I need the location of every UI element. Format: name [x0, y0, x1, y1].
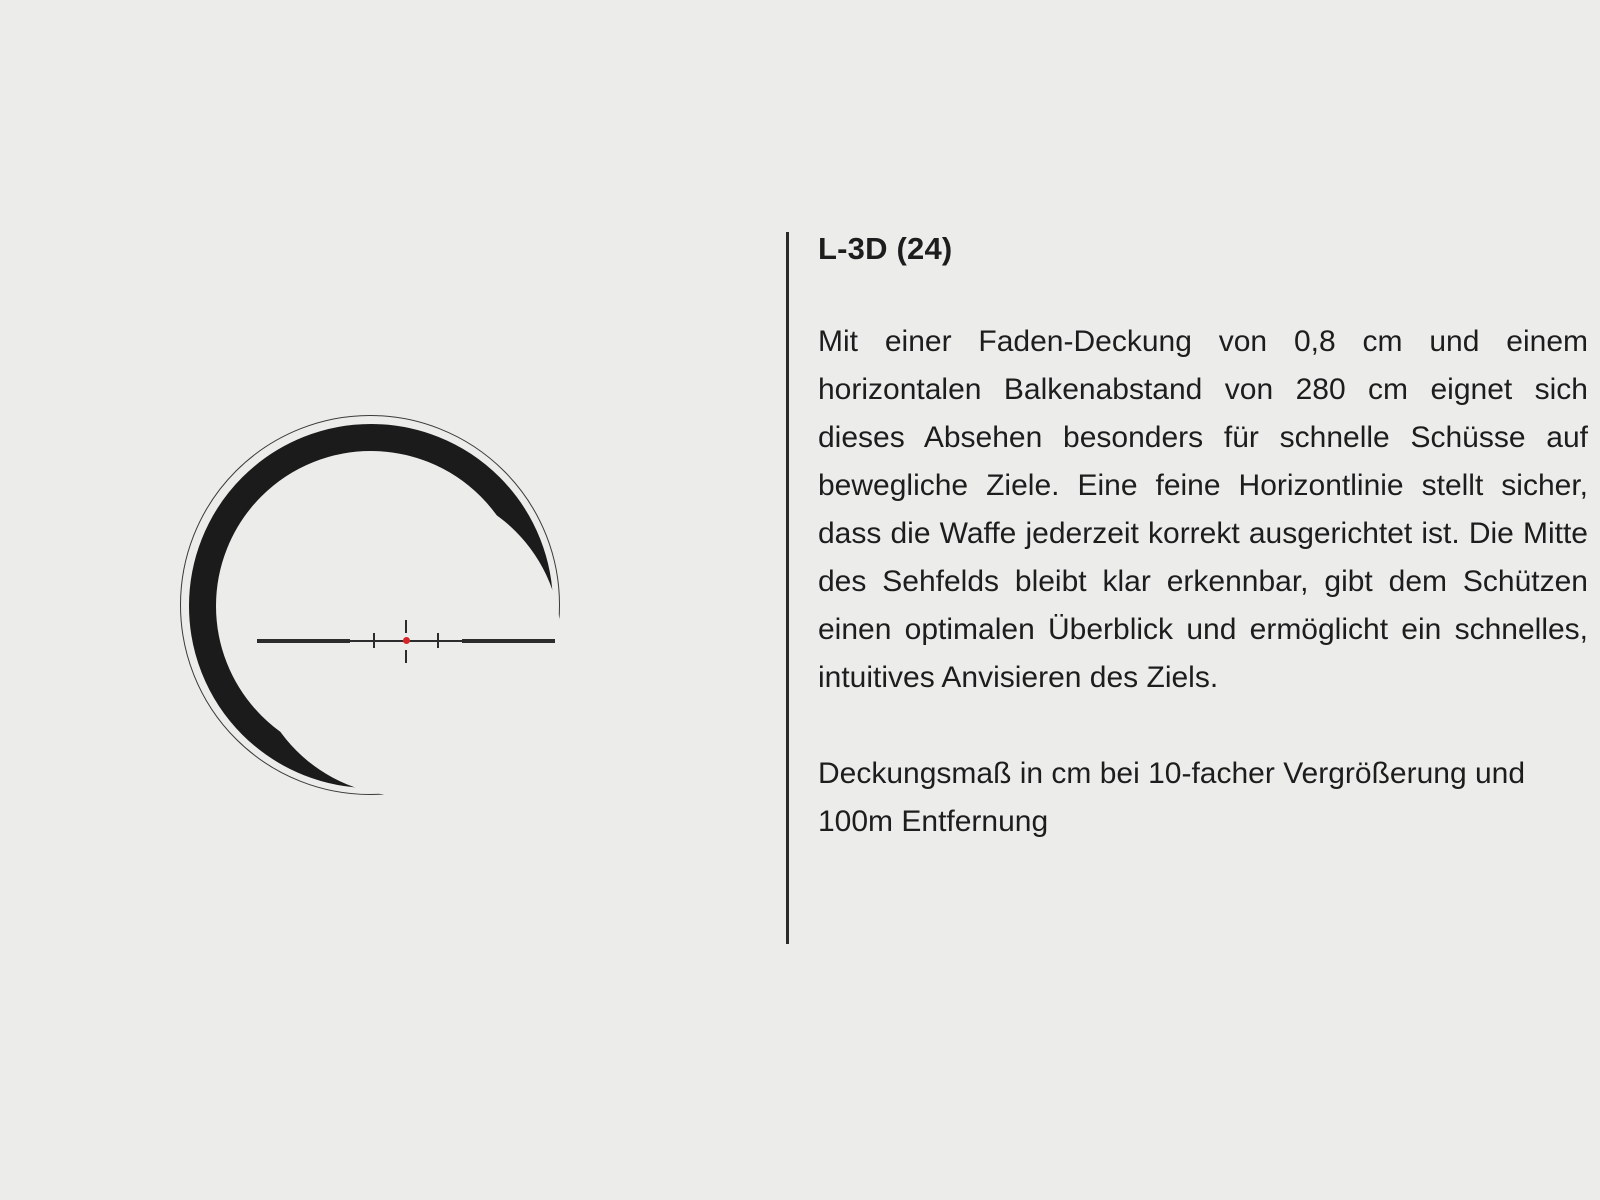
left-tick-mark — [373, 633, 375, 648]
reticle-description: Mit einer Faden-Deckung von 0,8 cm und einem horizontalen Balkenabstand von 280 cm eignet sich dieses Absehen besonders für schnelle Schüsse auf bewegliche Ziele. Eine feine Horizontlinie stellt sicher, dass die Waffe jederzeit korrekt ausgerichtet ist. Die Mitte des Sehfelds bleibt klar erkennbar, gibt dem Schützen einen optimalen Überblick und ermöglicht ein schnelles, intuitives Anvisieren des Ziels. — [818, 325, 1588, 695]
left-thick-bar — [257, 639, 350, 643]
red-center-dot-icon — [403, 637, 410, 644]
center-stub-top — [405, 620, 407, 633]
scope-outer-circle — [180, 415, 560, 795]
scope-black-ring — [189, 424, 553, 788]
coverage-note: Deckungsmaß in cm bei 10-facher Vergrößerung und 100m Entfernung — [818, 757, 1526, 839]
center-stub-bottom — [405, 650, 407, 663]
reticle-illustration — [180, 415, 580, 795]
right-thick-bar — [462, 639, 555, 643]
vertical-divider — [786, 232, 789, 944]
description-panel — [818, 232, 1588, 846]
right-tick-mark — [437, 633, 439, 648]
scope-field-of-view — [251, 486, 561, 796]
reticle-title: L-3D (24) — [818, 231, 953, 266]
